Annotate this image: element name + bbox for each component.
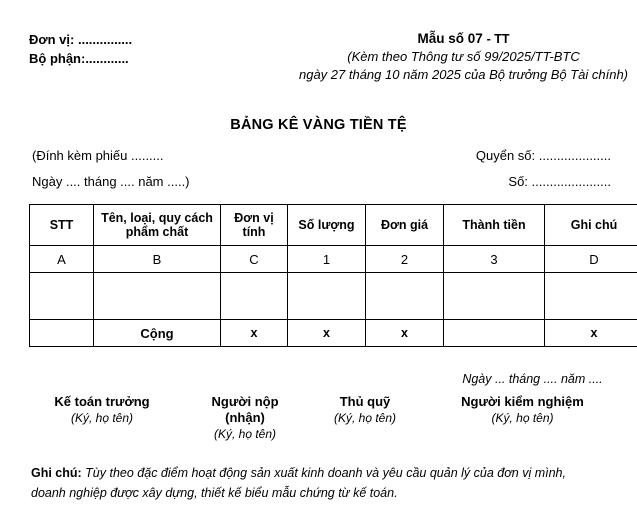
signature-date-line: Ngày ... tháng .... năm ....: [462, 372, 603, 386]
column-header-unit-price: Đơn giá: [366, 205, 444, 246]
form-code-suffix: - TT: [486, 32, 510, 46]
serial-number-label: Số: ......................: [508, 174, 611, 189]
form-reference-block: [290, 30, 637, 84]
signature-payer-receiver: [187, 394, 303, 442]
signature-inspector: [430, 394, 615, 426]
signature-hint-label: (Ký, họ tên): [70, 411, 134, 425]
code-cell-3: 3: [444, 246, 545, 273]
inventory-table: [29, 204, 637, 347]
signature-role-label-second-line: (nhận): [225, 410, 265, 425]
inventory-table-wrapper: [29, 204, 618, 347]
signature-role-label: Thủ quỹ: [339, 394, 391, 409]
total-cell-unit: x: [221, 320, 288, 347]
data-cell-unit[interactable]: [221, 273, 288, 320]
table-total-row: [30, 320, 637, 347]
column-header-amount: Thành tiền: [444, 205, 545, 246]
table-header-row: [30, 205, 637, 246]
total-cell-amount: [444, 320, 545, 347]
signature-hint-label: (Ký, họ tên): [333, 411, 397, 425]
data-cell-amount[interactable]: [444, 273, 545, 320]
signature-role-label: Người nộp: [211, 394, 279, 409]
footer-note-line-2: doanh nghiệp được xây dựng, thiết kế biểu mẫu chứng từ kế toán.: [31, 486, 398, 500]
footer-note-label: Ghi chú:: [31, 466, 82, 480]
form-reference-line-2: ngày 27 tháng 10 năm 2025 của Bộ trưởng Bộ Tài chính): [298, 67, 629, 82]
table-code-row: [30, 246, 637, 273]
total-cell-note: x: [545, 320, 637, 347]
code-cell-c: C: [221, 246, 288, 273]
signature-role-label: Người kiểm nghiệm: [461, 394, 584, 409]
form-code-line: [290, 30, 637, 48]
total-cell-stt: [30, 320, 94, 347]
attachment-info: [32, 143, 190, 195]
signature-block: [0, 394, 637, 450]
code-cell-a: A: [30, 246, 94, 273]
subheader-block: [0, 143, 637, 191]
footer-note-line-1: Tùy theo đặc điểm hoạt động sản xuất kinh doanh và yêu cầu quản lý của đơn vị mình,: [81, 466, 566, 480]
book-number-info: [476, 143, 611, 195]
column-header-unit: Đơn vị tính: [221, 205, 288, 246]
document-title: BẢNG KÊ VÀNG TIỀN TỆ: [230, 117, 407, 133]
code-cell-b: B: [94, 246, 221, 273]
attachment-line-2: Ngày .... tháng .... năm .....): [32, 174, 190, 189]
unit-label: Đơn vị: ...............: [29, 32, 133, 47]
code-cell-2: 2: [366, 246, 444, 273]
data-cell-stt[interactable]: [30, 273, 94, 320]
total-label: Cộng: [94, 320, 221, 347]
column-header-note: Ghi chú: [545, 205, 637, 246]
signature-treasurer: [310, 394, 420, 426]
unit-info-block: [29, 30, 132, 68]
form-reference-line-1: (Kèm theo Thông tư số 99/2025/TT-BTC: [347, 49, 580, 64]
column-header-name: Tên, loại, quy cách phẩm chất: [94, 205, 221, 246]
form-code: Mẫu số 07: [417, 31, 483, 46]
code-cell-d: D: [545, 246, 637, 273]
data-cell-quantity[interactable]: [288, 273, 366, 320]
data-cell-unit-price[interactable]: [366, 273, 444, 320]
total-cell-unit-price: x: [366, 320, 444, 347]
footer-note: [31, 463, 611, 503]
column-header-quantity: Số lượng: [288, 205, 366, 246]
document-header: [0, 30, 637, 102]
data-cell-note[interactable]: [545, 273, 637, 320]
signature-hint-label: (Ký, họ tên): [213, 427, 277, 441]
signature-hint-label: (Ký, họ tên): [491, 411, 554, 425]
signature-chief-accountant: [25, 394, 179, 426]
data-cell-name[interactable]: [94, 273, 221, 320]
code-cell-1: 1: [288, 246, 366, 273]
total-cell-quantity: x: [288, 320, 366, 347]
department-label: Bộ phận:............: [29, 51, 129, 66]
table-row: [30, 273, 637, 320]
column-header-stt: STT: [30, 205, 94, 246]
book-number-label: Quyển số: ....................: [475, 148, 611, 163]
attachment-line-1: (Đính kèm phiếu .........: [32, 148, 164, 163]
signature-role-label: Kế toán trưởng: [54, 394, 150, 409]
